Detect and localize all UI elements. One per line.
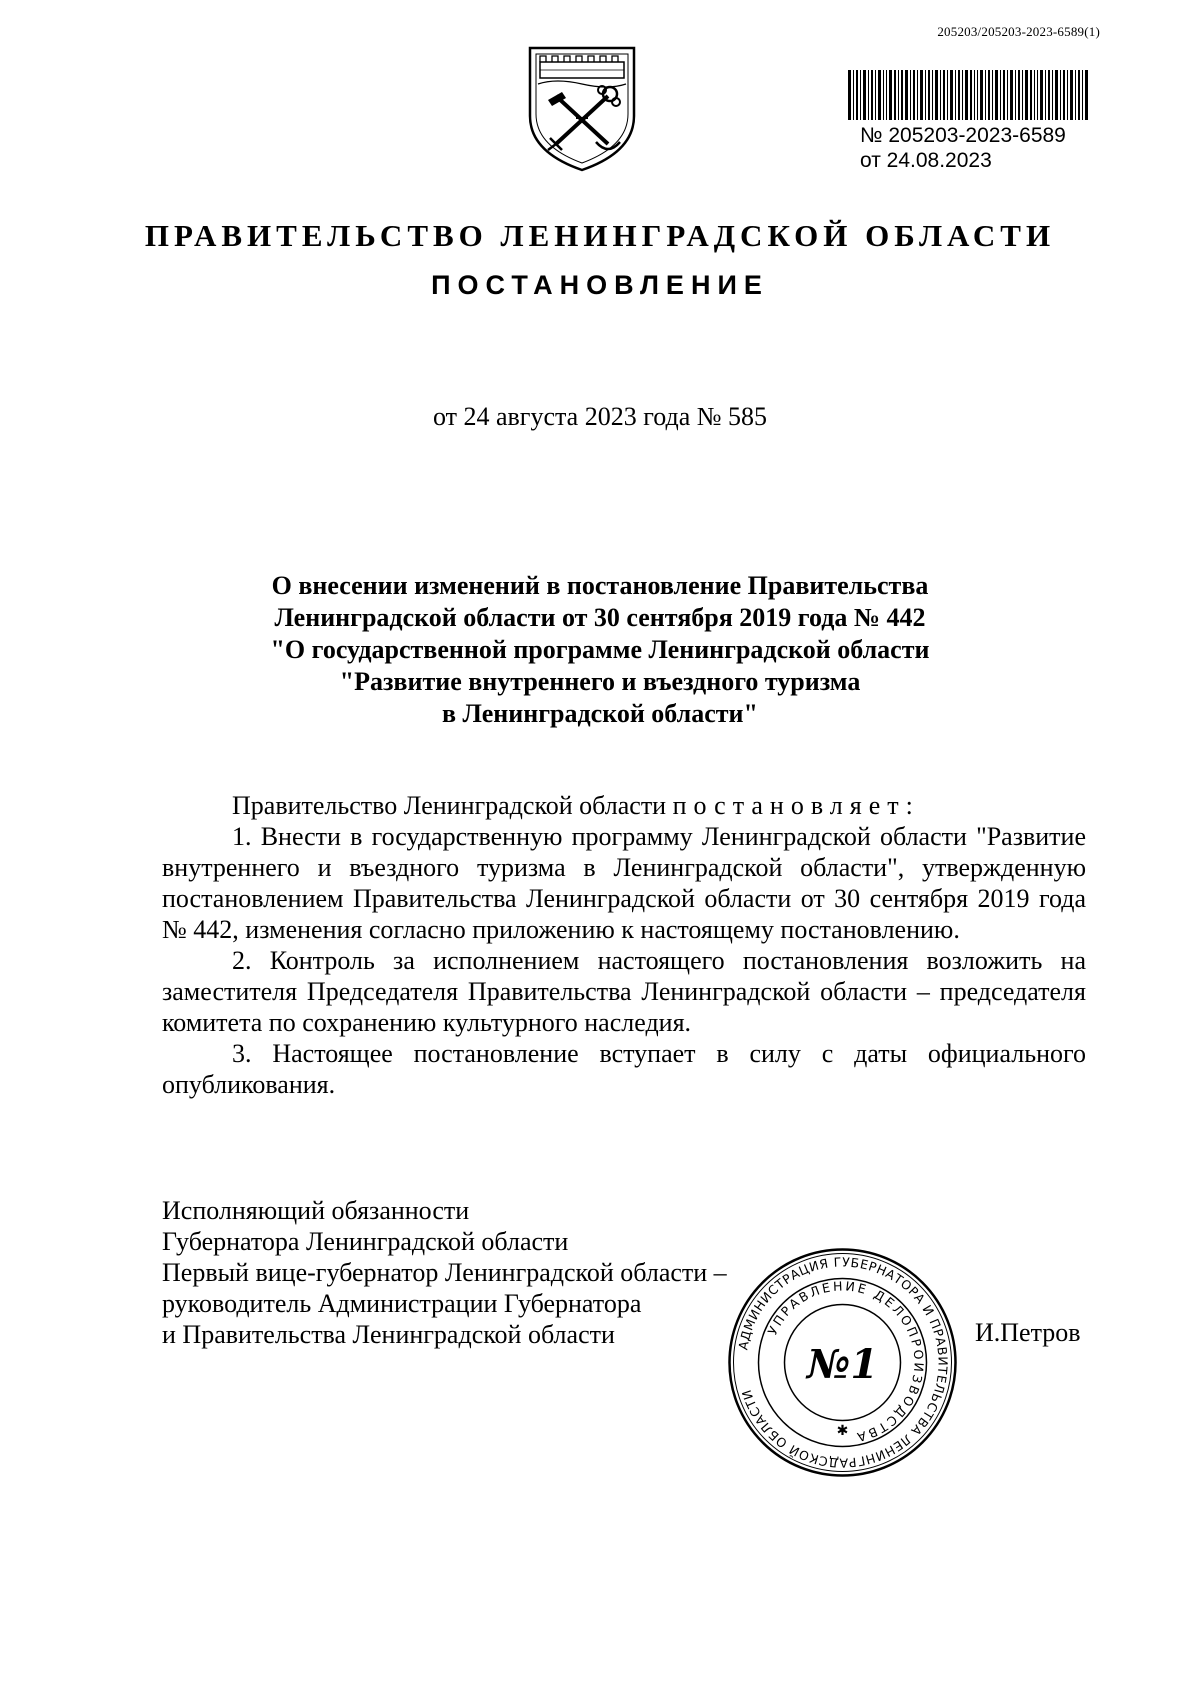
lead-text: Правительство Ленинградской области: [232, 791, 667, 820]
subject-line: в Ленинградской области": [442, 699, 758, 728]
signatory-title-line: Губернатора Ленинградской области: [162, 1227, 569, 1256]
signatory-title-line: Первый вице-губернатор Ленинградской области –: [162, 1258, 727, 1287]
registration-code: 205203/205203-2023-6589(1): [937, 24, 1100, 39]
subject-line: "Развитие внутреннего и въездного туризма: [339, 667, 861, 696]
government-title: ПРАВИТЕЛЬСТВО ЛЕНИНГРАДСКОЙ ОБЛАСТИ: [144, 218, 1056, 253]
signature-block: [162, 1195, 727, 1350]
barcode-icon: [848, 70, 1088, 120]
seal-outer-text: АДМИНИСТРАЦИЯ ГУБЕРНАТОРА И ПРАВИТЕЛЬСТВА ЛЕНИНГРАДСКОЙ ОБЛАСТИ: [735, 1254, 951, 1471]
lead-decree-word: постановляет:: [672, 791, 920, 820]
seal-star-icon: ✱: [836, 1423, 849, 1439]
document-registration: [860, 123, 1066, 173]
coat-of-arms-icon: [526, 44, 638, 174]
resolution-item-1: 1. Внести в государственную программу Ленинградской области "Развитие внутреннего и въездного туризма в Ленинградской области", утвержденную постановлением Правительства Ленинградской области от 30 сентября 2019 года № 442, изменения согласно приложению к настоящему постановлению.: [162, 822, 1086, 944]
signatory-title-line: руководитель Администрации Губернатора: [162, 1289, 642, 1318]
resolution-item-3: 3. Настоящее постановление вступает в силу с даты официального опубликования.: [162, 1039, 1086, 1099]
resolution-body: [162, 790, 1086, 1100]
document-date: от 24.08.2023: [860, 149, 992, 172]
signatory-name: И.Петров: [975, 1318, 1081, 1347]
subject-line: Ленинградской области от 30 сентября 2019 года № 442: [274, 603, 926, 632]
resolution-item-2: 2. Контроль за исполнением настоящего постановления возложить на заместителя Председателя Правительства Ленинградской области – председателя комитета по сохранению культурного наследия.: [162, 946, 1086, 1037]
signatory-title-line: Исполняющий обязанности: [162, 1196, 470, 1225]
subject-line: О внесении изменений в постановление Правительства: [271, 571, 929, 600]
resolution-lead: [162, 790, 1086, 821]
seal-inner-text: УПРАВЛЕНИЕ ДЕЛОПРОИЗВОДСТВА: [764, 1278, 927, 1446]
signatory-title-line: и Правительства Ленинградской области: [162, 1320, 615, 1349]
document-type-title: ПОСТАНОВЛЕНИЕ: [431, 270, 769, 300]
official-seal-icon: [725, 1245, 960, 1480]
resolution-subject: [0, 570, 1200, 730]
document-number: № 205203-2023-6589: [860, 124, 1066, 147]
resolution-date-number: от 24 августа 2023 года № 585: [432, 402, 768, 431]
seal-number: №1: [806, 1341, 879, 1388]
subject-line: "О государственной программе Ленинградской области: [270, 635, 930, 664]
